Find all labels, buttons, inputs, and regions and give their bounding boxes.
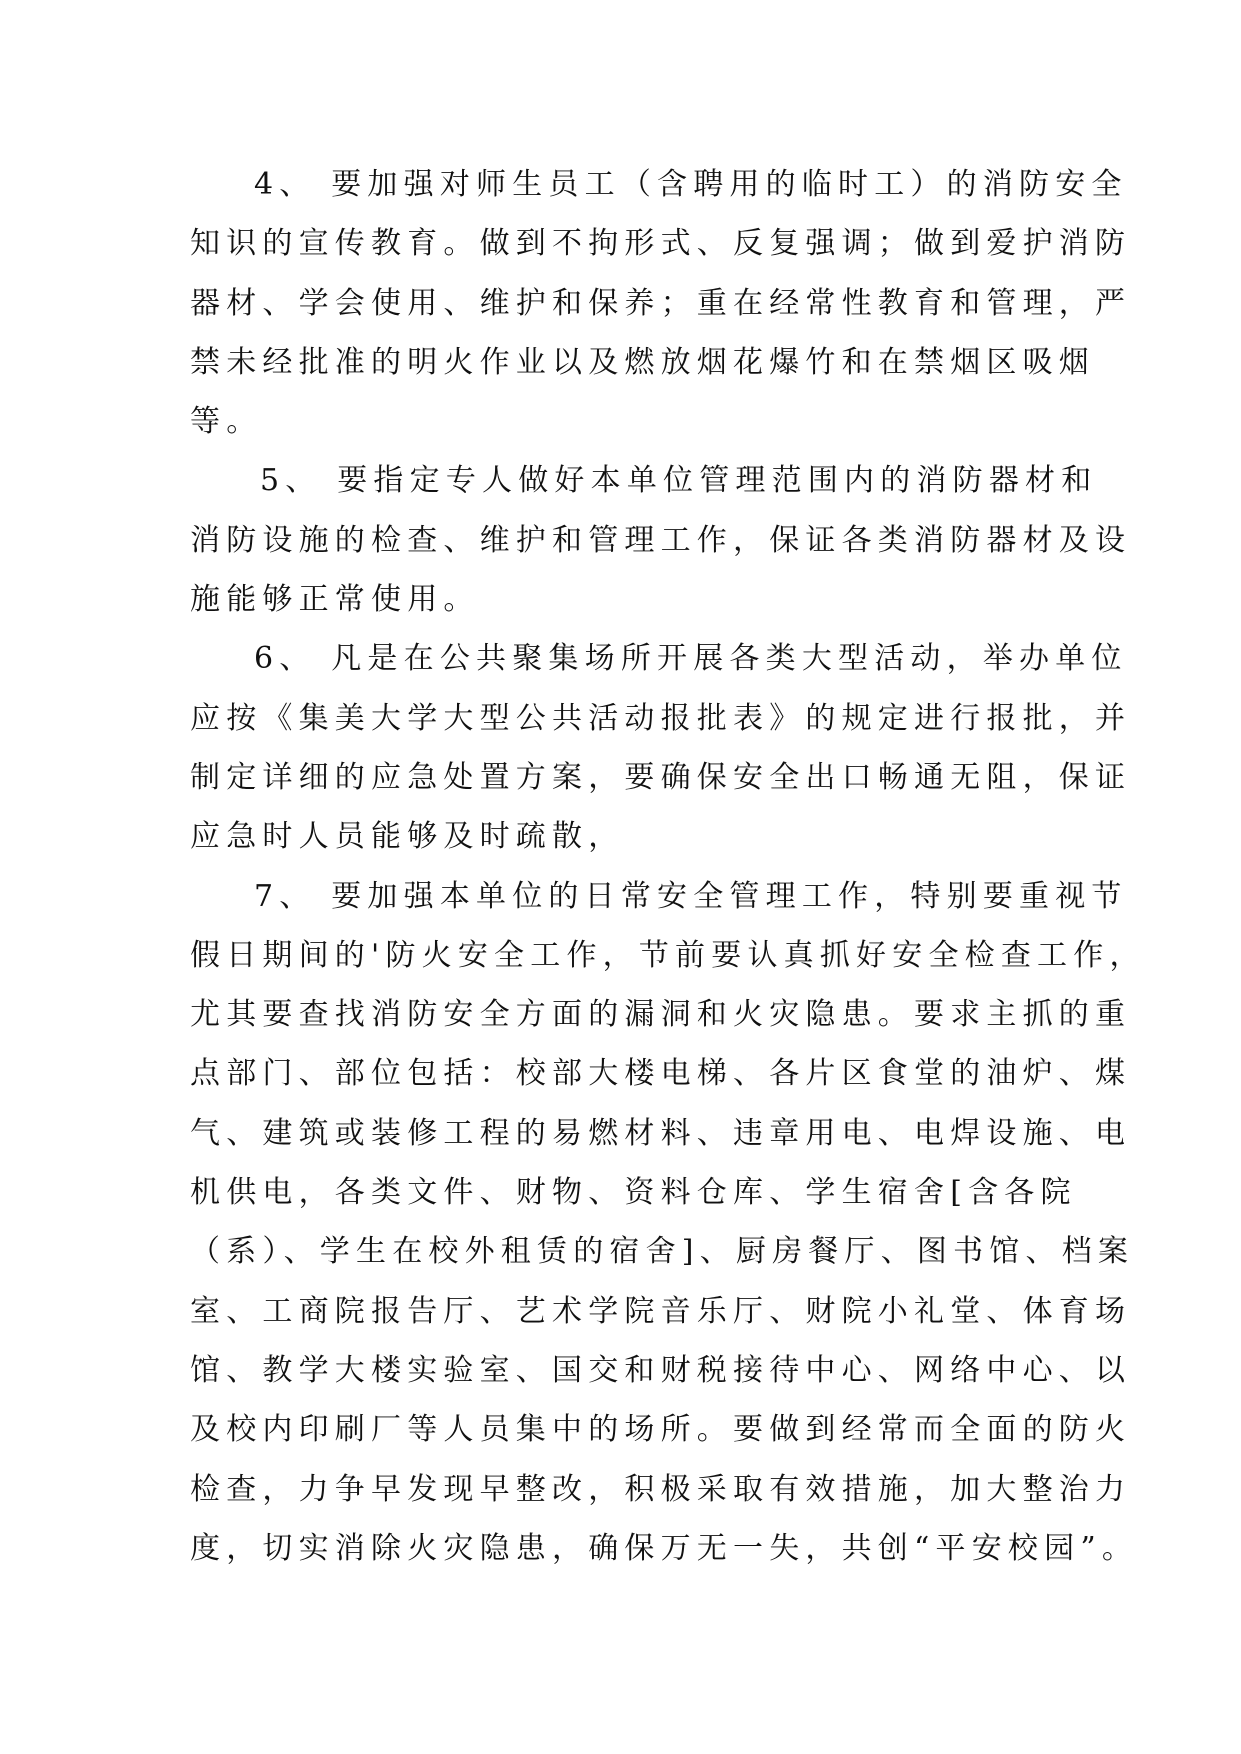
paragraph-line: 室、工商院报告厅、艺术学院音乐厅、财院小礼堂、体育场: [190, 1293, 1132, 1329]
paragraph-line: 假日期间的'防火安全工作，节前要认真抓好安全检查工作，: [190, 937, 1146, 973]
document-body: [190, 155, 1146, 1578]
paragraph-line: 应急时人员能够及时疏散，: [190, 819, 625, 855]
paragraph-line: 6、 凡是在公共聚集场所开展各类大型活动，举办单位: [254, 641, 1128, 677]
paragraph-item-7: [190, 867, 1146, 1579]
paragraph-line: 应按《集美大学大型公共活动报批表》的规定进行报批，并: [190, 700, 1132, 736]
paragraph-line: 5、 要指定专人做好本单位管理范围内的消防器材和: [260, 463, 1098, 499]
paragraph-line: 及校内印刷厂等人员集中的场所。要做到经常而全面的防火: [190, 1412, 1132, 1448]
paragraph-line: 器材、学会使用、维护和保养；重在经常性教育和管理，严: [190, 285, 1132, 321]
paragraph-line: 机供电，各类文件、财物、资料仓库、学生宿舍[含各院: [190, 1175, 1077, 1211]
paragraph-line: 施能够正常使用。: [190, 582, 480, 618]
paragraph-line: 检查，力争早发现早整改，积极采取有效措施，加大整治力: [190, 1471, 1132, 1507]
paragraph-line: 消防设施的检查、维护和管理工作，保证各类消防器材及设: [190, 522, 1132, 558]
paragraph-line: 度，切实消除火灾隐患，确保万无一失，共创“平安校园”。: [190, 1530, 1139, 1566]
paragraph-line: 气、建筑或装修工程的易燃材料、违章用电、电焊设施、电: [190, 1115, 1132, 1151]
paragraph-line: 4、 要加强对师生员工（含聘用的临时工）的消防安全: [254, 167, 1128, 202]
paragraph-line: 禁未经批准的明火作业以及燃放烟花爆竹和在禁烟区吸烟: [190, 344, 1095, 380]
paragraph-line: 等。: [190, 404, 263, 440]
paragraph-line: 制定详细的应急处置方案，要确保安全出口畅通无阻，保证: [190, 759, 1132, 795]
paragraph-item-6: [190, 629, 1132, 866]
paragraph-line: 尤其要查找消防安全方面的漏洞和火灾隐患。要求主抓的重: [190, 997, 1132, 1033]
paragraph-line: 馆、教学大楼实验室、国交和财税接待中心、网络中心、以: [190, 1352, 1132, 1388]
paragraph-line: 7、 要加强本单位的日常安全管理工作，特别要重视节: [254, 878, 1128, 914]
paragraph-item-4: [190, 155, 1132, 451]
paragraph-line: （系）、学生在校外租赁的宿舍]、厨房餐厅、图书馆、档案: [190, 1234, 1135, 1270]
paragraph-line: 点部门、部位包括：校部大楼电梯、各片区食堂的油炉、煤: [190, 1056, 1132, 1092]
paragraph-item-5: [190, 451, 1132, 629]
paragraph-line: 知识的宣传教育。做到不拘形式、反复强调；做到爱护消防: [190, 226, 1132, 262]
